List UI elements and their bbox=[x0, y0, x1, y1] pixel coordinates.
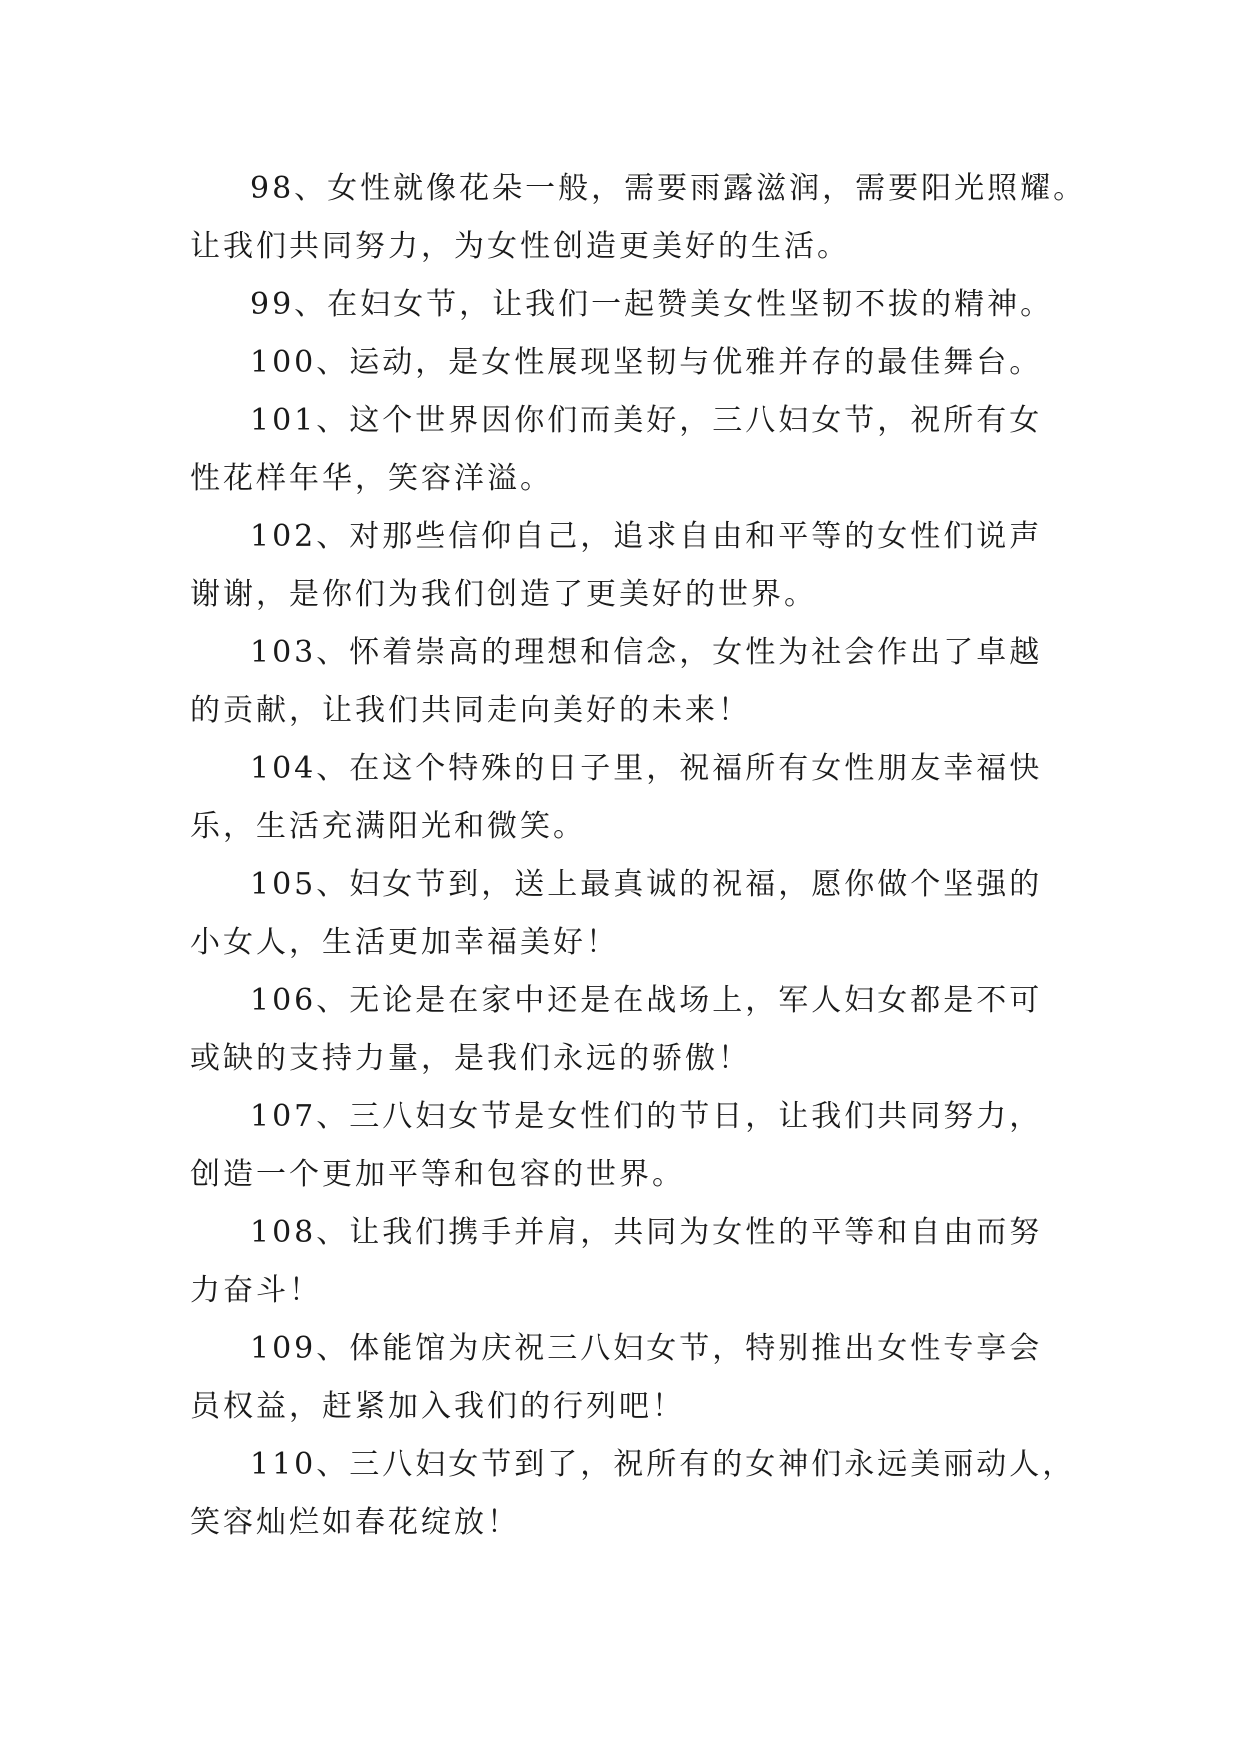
paragraph-106 bbox=[190, 972, 1070, 1088]
paragraph-109 bbox=[190, 1320, 1070, 1436]
paragraph-line: 让我们共同努力，为女性创造更美好的生活。 bbox=[190, 229, 850, 264]
paragraph-105 bbox=[190, 856, 1070, 972]
paragraph-100 bbox=[190, 334, 1070, 392]
paragraph-line: 的贡献，让我们共同走向美好的未来！ bbox=[190, 693, 751, 728]
paragraph-line: 或缺的支持力量，是我们永远的骄傲！ bbox=[190, 1041, 751, 1076]
paragraph-line: 108、让我们携手并肩，共同为女性的平等和自由而努 bbox=[250, 1215, 1043, 1250]
paragraph-104 bbox=[190, 740, 1070, 856]
paragraph-line: 100、运动，是女性展现坚韧与优雅并存的最佳舞台。 bbox=[250, 345, 1043, 380]
paragraph-line: 109、体能馆为庆祝三八妇女节，特别推出女性专享会 bbox=[250, 1331, 1043, 1366]
paragraph-98 bbox=[190, 160, 1087, 276]
paragraph-line: 98、女性就像花朵一般，需要雨露滋润，需要阳光照耀。 bbox=[250, 171, 1087, 206]
paragraph-line: 110、三八妇女节到了，祝所有的女神们永远美丽动人， bbox=[250, 1447, 1076, 1482]
paragraph-101 bbox=[190, 392, 1070, 508]
paragraph-103 bbox=[190, 624, 1070, 740]
paragraph-110 bbox=[190, 1436, 1076, 1552]
paragraph-102 bbox=[190, 508, 1070, 624]
paragraph-line: 性花样年华，笑容洋溢。 bbox=[190, 461, 553, 496]
paragraph-line: 力奋斗！ bbox=[190, 1273, 322, 1308]
paragraph-line: 106、无论是在家中还是在战场上，军人妇女都是不可 bbox=[250, 983, 1043, 1018]
paragraph-line: 105、妇女节到，送上最真诚的祝福，愿你做个坚强的 bbox=[250, 867, 1043, 902]
paragraph-line: 104、在这个特殊的日子里，祝福所有女性朋友幸福快 bbox=[250, 751, 1043, 786]
paragraph-line: 101、这个世界因你们而美好，三八妇女节，祝所有女 bbox=[250, 403, 1043, 438]
paragraph-line: 99、在妇女节，让我们一起赞美女性坚韧不拔的精神。 bbox=[250, 287, 1054, 322]
paragraph-line: 谢谢，是你们为我们创造了更美好的世界。 bbox=[190, 577, 817, 612]
paragraph-line: 员权益，赶紧加入我们的行列吧！ bbox=[190, 1389, 685, 1424]
paragraph-line: 102、对那些信仰自己，追求自由和平等的女性们说声 bbox=[250, 519, 1043, 554]
paragraph-99 bbox=[190, 276, 1070, 334]
paragraph-108 bbox=[190, 1204, 1070, 1320]
paragraph-line: 103、怀着崇高的理想和信念，女性为社会作出了卓越 bbox=[250, 635, 1043, 670]
document-body bbox=[190, 160, 1087, 1552]
paragraph-line: 创造一个更加平等和包容的世界。 bbox=[190, 1157, 685, 1192]
paragraph-107 bbox=[190, 1088, 1070, 1204]
paragraph-line: 小女人，生活更加幸福美好！ bbox=[190, 925, 619, 960]
paragraph-line: 乐，生活充满阳光和微笑。 bbox=[190, 809, 586, 844]
paragraph-line: 107、三八妇女节是女性们的节日，让我们共同努力， bbox=[250, 1099, 1043, 1134]
paragraph-line: 笑容灿烂如春花绽放！ bbox=[190, 1505, 520, 1540]
